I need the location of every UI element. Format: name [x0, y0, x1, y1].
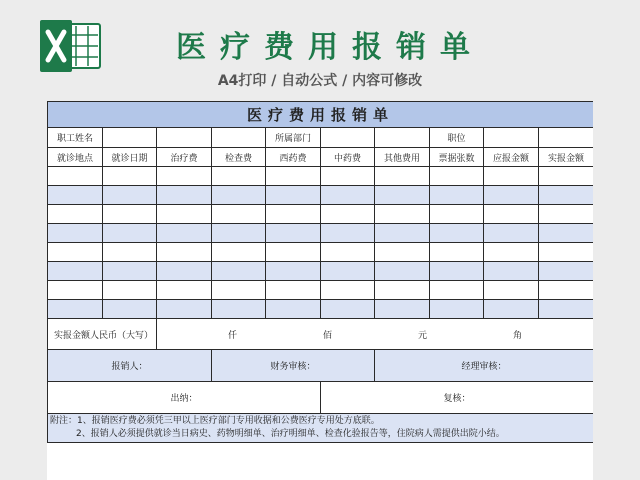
- table-cell[interactable]: [157, 262, 212, 281]
- employee-name-field-c[interactable]: [212, 128, 266, 148]
- table-cell[interactable]: [103, 262, 157, 281]
- table-cell[interactable]: [539, 281, 594, 300]
- sheet-title: 医疗费用报销单: [48, 102, 594, 128]
- amount-words-field[interactable]: [157, 319, 594, 350]
- page-title: 医疗费用报销单: [176, 30, 484, 65]
- table-cell[interactable]: [266, 300, 321, 319]
- table-cell[interactable]: [48, 186, 103, 205]
- department-field-b[interactable]: [375, 128, 430, 148]
- table-cell[interactable]: [484, 262, 539, 281]
- department-field[interactable]: [321, 128, 375, 148]
- col-header: 票据张数: [430, 148, 484, 167]
- table-cell[interactable]: [212, 243, 266, 262]
- cashier-field[interactable]: 出纳：: [48, 382, 321, 414]
- table-cell[interactable]: [375, 300, 430, 319]
- table-row: [48, 224, 594, 243]
- position-field[interactable]: [484, 128, 539, 148]
- table-cell[interactable]: [212, 167, 266, 186]
- table-cell[interactable]: [266, 262, 321, 281]
- position-label: 职位: [430, 128, 484, 148]
- table-cell[interactable]: [266, 186, 321, 205]
- table-cell[interactable]: [484, 281, 539, 300]
- table-cell[interactable]: [157, 167, 212, 186]
- table-cell[interactable]: [48, 243, 103, 262]
- page-subtitle: A4打印 / 自动公式 / 内容可修改: [217, 73, 423, 89]
- table-cell[interactable]: [103, 243, 157, 262]
- table-row: [48, 243, 594, 262]
- table-cell[interactable]: [212, 300, 266, 319]
- table-cell[interactable]: [48, 224, 103, 243]
- employee-name-label: 职工姓名: [48, 128, 103, 148]
- table-cell[interactable]: [103, 224, 157, 243]
- table-cell[interactable]: [321, 262, 375, 281]
- col-header: 西药费: [266, 148, 321, 167]
- table-cell[interactable]: [266, 167, 321, 186]
- table-cell[interactable]: [430, 224, 484, 243]
- table-cell[interactable]: [539, 205, 594, 224]
- table-cell[interactable]: [375, 243, 430, 262]
- table-row: [48, 167, 594, 186]
- table-cell[interactable]: [430, 167, 484, 186]
- table-cell[interactable]: [48, 205, 103, 224]
- amount-words-label: 实报金额人民币（大写）: [48, 319, 157, 350]
- col-header: 治疗费: [157, 148, 212, 167]
- table-cell[interactable]: [375, 262, 430, 281]
- table-cell[interactable]: [484, 205, 539, 224]
- col-header: 实报金额: [539, 148, 594, 167]
- excel-icon: [40, 20, 102, 72]
- table-cell[interactable]: [484, 186, 539, 205]
- table-row: [48, 300, 594, 319]
- unit-jiao: 角: [512, 330, 522, 341]
- column-header-row: [48, 148, 594, 167]
- reimbursement-sheet: [47, 101, 593, 480]
- table-cell[interactable]: [539, 300, 594, 319]
- table-cell[interactable]: [484, 167, 539, 186]
- table-cell[interactable]: [484, 300, 539, 319]
- position-field-b[interactable]: [539, 128, 594, 148]
- table-cell[interactable]: [321, 281, 375, 300]
- table-cell[interactable]: [321, 205, 375, 224]
- data-rows: [48, 167, 594, 319]
- table-cell[interactable]: [103, 281, 157, 300]
- table-cell[interactable]: [430, 243, 484, 262]
- table-cell[interactable]: [430, 262, 484, 281]
- table-cell[interactable]: [212, 186, 266, 205]
- employee-name-field-b[interactable]: [157, 128, 212, 148]
- table-cell[interactable]: [157, 300, 212, 319]
- table-cell[interactable]: [321, 243, 375, 262]
- table-cell[interactable]: [430, 300, 484, 319]
- col-header: 应报金额: [484, 148, 539, 167]
- table-row: [48, 205, 594, 224]
- table-cell[interactable]: [212, 205, 266, 224]
- manager-review-field[interactable]: 经理审核：: [375, 350, 594, 382]
- unit-hundred: 佰: [322, 330, 332, 341]
- table-cell[interactable]: [539, 186, 594, 205]
- table-cell[interactable]: [321, 186, 375, 205]
- table-row: [48, 281, 594, 300]
- claimant-field[interactable]: 报销人：: [48, 350, 212, 382]
- col-header: 就诊日期: [103, 148, 157, 167]
- table-cell[interactable]: [430, 205, 484, 224]
- table-cell[interactable]: [157, 243, 212, 262]
- table-cell[interactable]: [266, 224, 321, 243]
- note-line-2: 2、报销人必须提供就诊当日病史、药物明细单、治疗明细单、检查化验报告等，住院病人需提供出院小结。: [76, 429, 505, 439]
- table-cell[interactable]: [484, 224, 539, 243]
- table-row: [48, 186, 594, 205]
- table-cell[interactable]: [103, 186, 157, 205]
- note-line-1: 附注：1、报销医疗费必须凭三甲以上医疗部门专用收据和公费医疗专用处方底联。: [50, 416, 380, 426]
- col-header: 就诊地点: [48, 148, 103, 167]
- table-cell[interactable]: [321, 224, 375, 243]
- table-cell[interactable]: [375, 167, 430, 186]
- table-cell[interactable]: [212, 262, 266, 281]
- page-header: [0, 0, 640, 100]
- finance-review-field[interactable]: 财务审核：: [212, 350, 375, 382]
- table-cell[interactable]: [539, 224, 594, 243]
- table-cell[interactable]: [48, 281, 103, 300]
- table-cell[interactable]: [321, 167, 375, 186]
- table-cell[interactable]: [321, 300, 375, 319]
- table-cell[interactable]: [266, 243, 321, 262]
- unit-thousand: 仟: [227, 330, 237, 341]
- table-cell[interactable]: [48, 262, 103, 281]
- table-cell[interactable]: [539, 167, 594, 186]
- notes-cell: [48, 414, 594, 443]
- employee-name-field[interactable]: [103, 128, 157, 148]
- table-cell[interactable]: [375, 186, 430, 205]
- department-label: 所属部门: [266, 128, 321, 148]
- table-cell[interactable]: [103, 205, 157, 224]
- table-cell[interactable]: [430, 186, 484, 205]
- table-cell[interactable]: [484, 243, 539, 262]
- table-cell[interactable]: [266, 281, 321, 300]
- table-cell[interactable]: [212, 281, 266, 300]
- table-cell[interactable]: [212, 224, 266, 243]
- table-cell[interactable]: [430, 281, 484, 300]
- unit-yuan: 元: [417, 330, 427, 341]
- table-cell[interactable]: [103, 167, 157, 186]
- col-header: 其他费用: [375, 148, 430, 167]
- table-cell[interactable]: [539, 243, 594, 262]
- table-cell[interactable]: [48, 167, 103, 186]
- table-cell[interactable]: [157, 186, 212, 205]
- table-cell[interactable]: [539, 262, 594, 281]
- table-cell[interactable]: [375, 205, 430, 224]
- table-cell[interactable]: [375, 281, 430, 300]
- col-header: 检查费: [212, 148, 266, 167]
- table-row: [48, 262, 594, 281]
- table-cell[interactable]: [157, 224, 212, 243]
- table-cell[interactable]: [157, 281, 212, 300]
- recheck-field[interactable]: 复核：: [321, 382, 594, 414]
- reimbursement-table: [47, 101, 593, 443]
- table-cell[interactable]: [48, 300, 103, 319]
- col-header: 中药费: [321, 148, 375, 167]
- table-cell[interactable]: [157, 205, 212, 224]
- table-cell[interactable]: [375, 224, 430, 243]
- table-cell[interactable]: [103, 300, 157, 319]
- table-cell[interactable]: [266, 205, 321, 224]
